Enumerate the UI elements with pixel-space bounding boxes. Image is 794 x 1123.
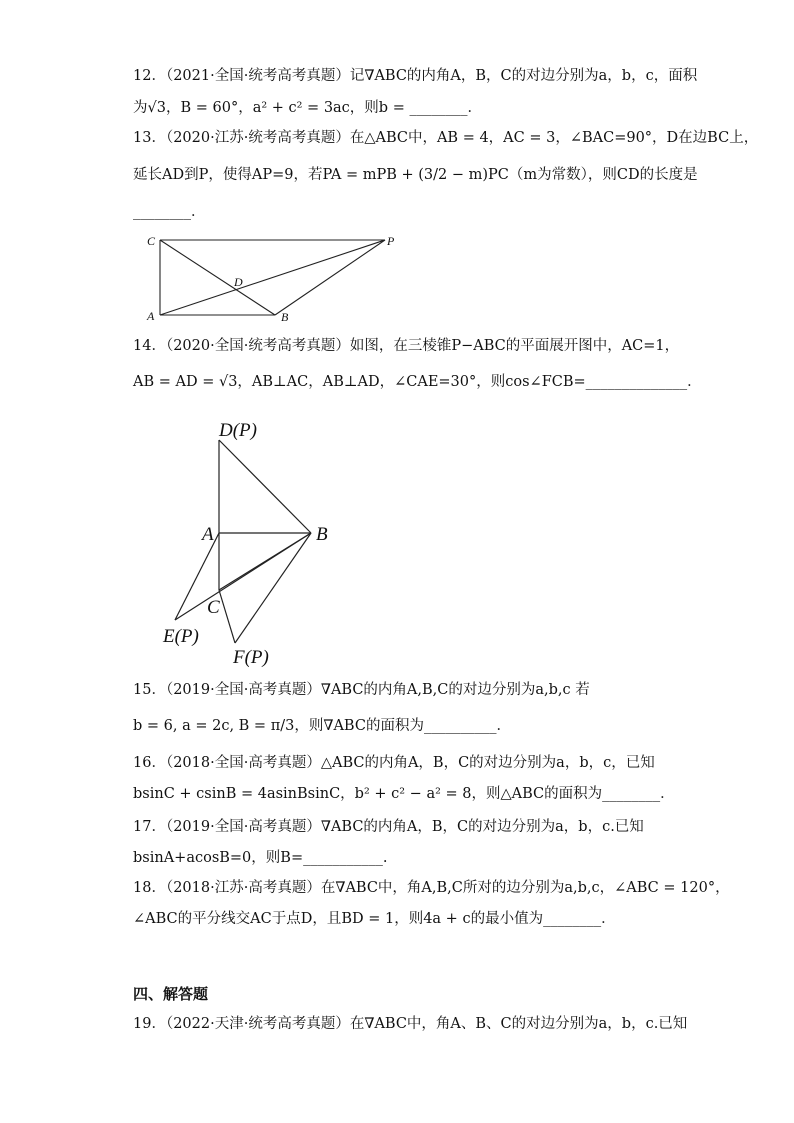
problem-17-line-1: 17．（2019·全国·高考真题）∇ABC的内角A，B，C的对边分别为a，b，c.已知 [133, 819, 644, 835]
problem-16-line-1: 16．（2018·全国·高考真题）△ABC的内角A，B，C的对边分别为a，b，c，已知 [133, 755, 655, 771]
problem-13-line-3: ________． [133, 204, 206, 220]
problem-18-line-1: 18．（2018·江苏·高考真题）在∇ABC中，角A,B,C所对的边分别为a,b,c，∠ABC = 120°， [133, 880, 730, 896]
problem-14-line-2: AB = AD = √3，AB⊥AC，AB⊥AD，∠CAE=30°，则cos∠FCB=______________． [133, 374, 702, 390]
problem-12-line-2: 为√3，B = 60°，a² + c² = 3ac，则b = ________． [133, 100, 482, 116]
problem-14-line-1: 14．（2020·全国·统考高考真题）如图，在三棱锥P−ABC的平面展开图中，AC=1， [133, 338, 680, 354]
fig13-label-d: D [234, 275, 243, 289]
fig14-label-b: B [316, 524, 328, 545]
fig13-label-p: P [387, 234, 395, 248]
problem-16-line-2: bsinC + csinB = 4asinBsinC，b² + c² − a² = 8，则△ABC的面积为________． [133, 786, 675, 802]
problem-12-line-1: 12．（2021·全国·统考高考真题）记∇ABC的内角A，B，C的对边分别为a，b，c，面积 [133, 68, 698, 84]
fig14-label-fp: F(P) [233, 647, 269, 668]
fig14-label-ep: E(P) [163, 626, 199, 647]
section-heading: 四、解答题 [133, 985, 209, 1003]
problem-19-line-1: 19．（2022·天津·统考高考真题）在∇ABC中，角A、B、C的对边分别为a，b，c.已知 [133, 1016, 688, 1032]
problem-13-line-2: 延长AD到P，使得AP=9，若PA = mPB + (3/2 − m)PC（m为常数），则CD的长度是 [133, 167, 698, 183]
fig14-label-a: A [202, 524, 214, 545]
problem-17-line-2: bsinA+acosB=0，则B=___________. [133, 850, 388, 866]
fig13-label-c: C [147, 234, 156, 248]
figure-14-net [155, 415, 355, 670]
problem-15-line-2: b = 6, a = 2c, B = π/3，则∇ABC的面积为__________． [133, 718, 511, 734]
problem-15-line-1: 15．（2019·全国·高考真题）∇ABC的内角A,B,C的对边分别为a,b,c 若 [133, 682, 590, 698]
problem-18-line-2: ∠ABC的平分线交AC于点D，且BD = 1，则4a + c的最小值为________． [133, 911, 616, 927]
fig14-label-dp: D(P) [219, 420, 257, 441]
fig13-label-b: B [281, 310, 289, 324]
figure-13-triangle [140, 230, 400, 325]
fig14-label-c: C [207, 597, 220, 618]
fig13-label-a: A [147, 309, 155, 323]
problem-13-line-1: 13．（2020·江苏·统考高考真题）在△ABC中，AB = 4，AC = 3，∠BAC=90°，D在边BC上， [133, 130, 759, 146]
